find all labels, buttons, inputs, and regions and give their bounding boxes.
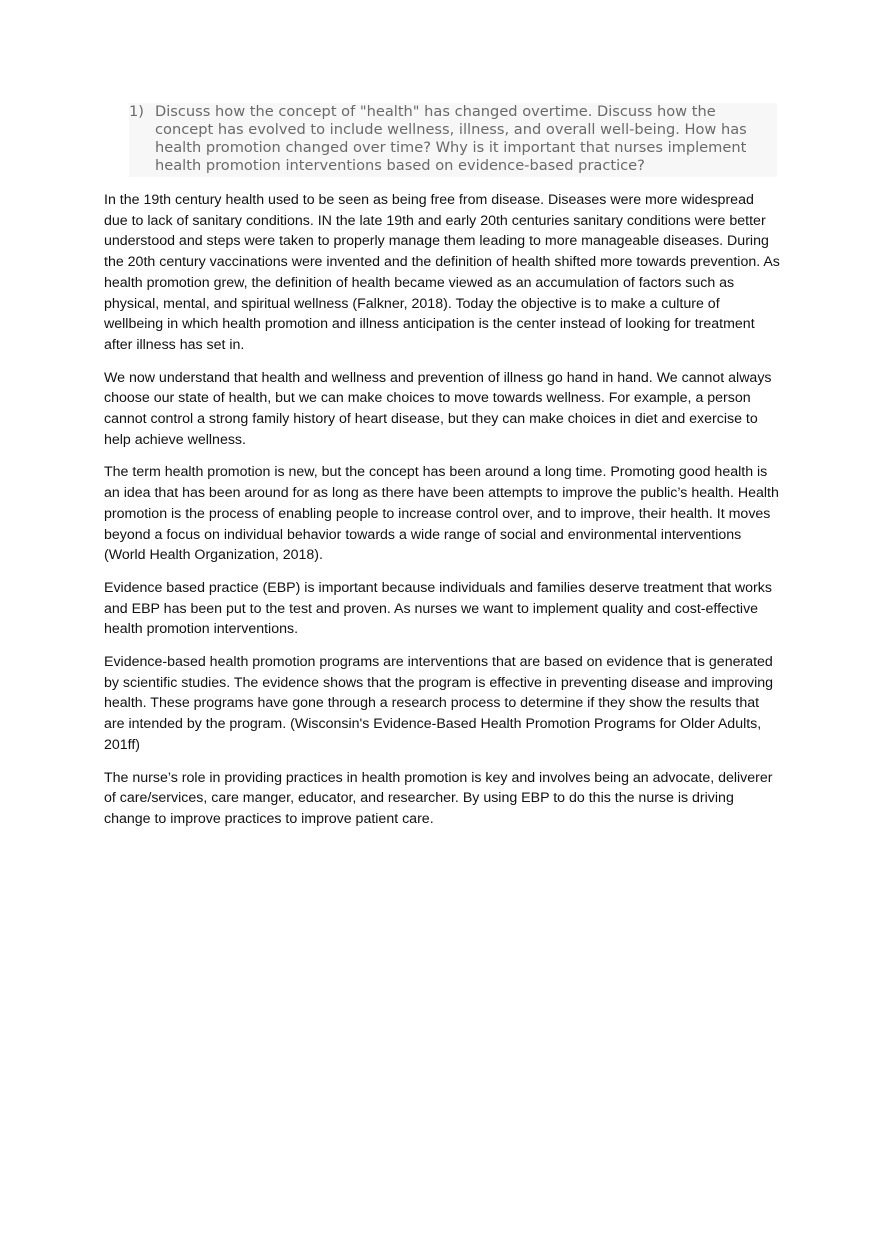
paragraph-evidence-based-programs: Evidence-based health promotion programs are interventions that are based on evidence that is generated by scientific studies. The evidence shows that the program is effective in preventing disease and improving health. These programs have gone through a research process to determine if they show the results that are intended by the program. (Wisconsin's Evidence-Based Health Promotion Programs for Older Adults, 201ff) bbox=[104, 654, 774, 753]
paragraph-ebp: Evidence based practice (EBP) is important because individuals and families deserve treatment that works and EBP has been put to the test and proven. As nurses we want to implement quality and cost-effective health promotion interventions. bbox=[104, 579, 772, 638]
question-text: Discuss how the concept of "health" has changed overtime. Discuss how the concept has evolved to include wellness, illness, and overall well-being. How has health promotion changed over time? Why is it important that nurses implement health promotion interventions based on evidence-based practice? bbox=[155, 103, 747, 174]
paragraph-nurse-role: The nurse’s role in providing practices in health promotion is key and involves being an advocate, deliverer of care/services, care manger, educator, and researcher. By using EBP to do this the nurse is driving change to improve practices to improve patient care. bbox=[104, 769, 773, 827]
answer-body bbox=[104, 190, 780, 842]
paragraph-history: In the 19th century health used to be seen as being free from disease. Diseases were more widespread due to lack of sanitary conditions. IN the late 19th and early 20th centuries sanitary conditions were better understood and steps were taken to properly manage them leading to more manageable diseases. During the 20th century vaccinations were invented and the definition of health shifted more towards prevention. As health promotion grew, the definition of health became viewed as an accumulation of factors such as physical, mental, and spiritual wellness (Falkner, 2018). Today the objective is to make a culture of wellbeing in which health promotion and illness anticipation is the center instead of looking for treatment after illness has set in. bbox=[104, 192, 780, 353]
paragraph-wellness: We now understand that health and wellness and prevention of illness go hand in hand. We cannot always choose our state of health, but we can make choices to move towards wellness. For example, a person cannot control a strong family history of heart disease, but they can make choices in diet and exercise to help achieve wellness. bbox=[104, 369, 772, 448]
question-number: 1) bbox=[129, 103, 144, 120]
paragraph-health-promotion: The term health promotion is new, but the concept has been around a long time. Promoting good health is an idea that has been around for as long as there have been attempts to improve the public’s health. Health promotion is the process of enabling people to increase control over, and to improve, their health. It moves beyond a focus on individual behavior towards a wide range of social and environmental interventions (World Health Organization, 2018). bbox=[104, 464, 779, 564]
question-block bbox=[129, 103, 777, 177]
